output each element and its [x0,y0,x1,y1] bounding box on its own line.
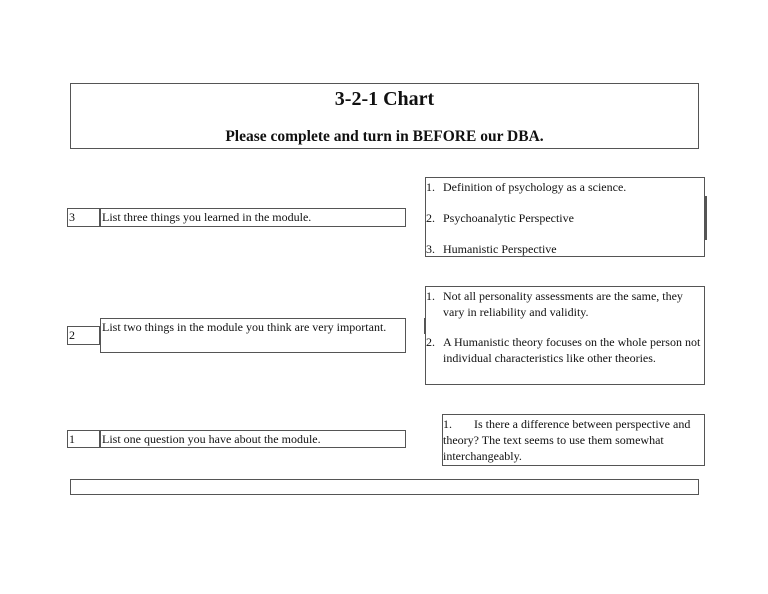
list-item: 3. Humanistic Perspective [426,242,557,256]
answer-box-3[interactable] [425,177,705,257]
row-number-3: 3 [67,208,100,227]
row-prompt-3: List three things you learned in the module. [100,208,406,227]
header-left-tick [70,112,71,125]
row-number-2: 2 [67,326,100,345]
answer-box-2[interactable] [425,286,705,385]
answer-box-1[interactable] [442,414,705,466]
row-prompt-2: List two things in the module you think are very important. [100,318,406,353]
footer-box [70,479,699,495]
list-item: 2. A Humanistic theory focuses on the whole person not individual characteristics like other theories. [426,335,701,365]
list-item: 2. Psychoanalytic Perspective [426,211,574,225]
chart-header [70,83,699,149]
answer-box-3-edge [705,196,707,240]
row-number-1: 1 [67,430,100,448]
answer-box-2-left-edge [424,318,425,334]
header-right-tick [698,112,699,125]
page-subtitle: Please complete and turn in BEFORE our DBA. [225,128,544,145]
page-title: 3-2-1 Chart [334,88,435,110]
answer-box-2-right-edge [704,318,705,334]
list-item: 1. Definition of psychology as a science. [426,180,627,194]
list-item: 1. Is there a difference between perspective and theory? The text seems to use them somewhat interchangeably. [443,417,691,463]
list-item: 1. Not all personality assessments are the same, they vary in reliability and validity. [426,289,683,319]
row-prompt-1: List one question you have about the module. [100,430,406,448]
